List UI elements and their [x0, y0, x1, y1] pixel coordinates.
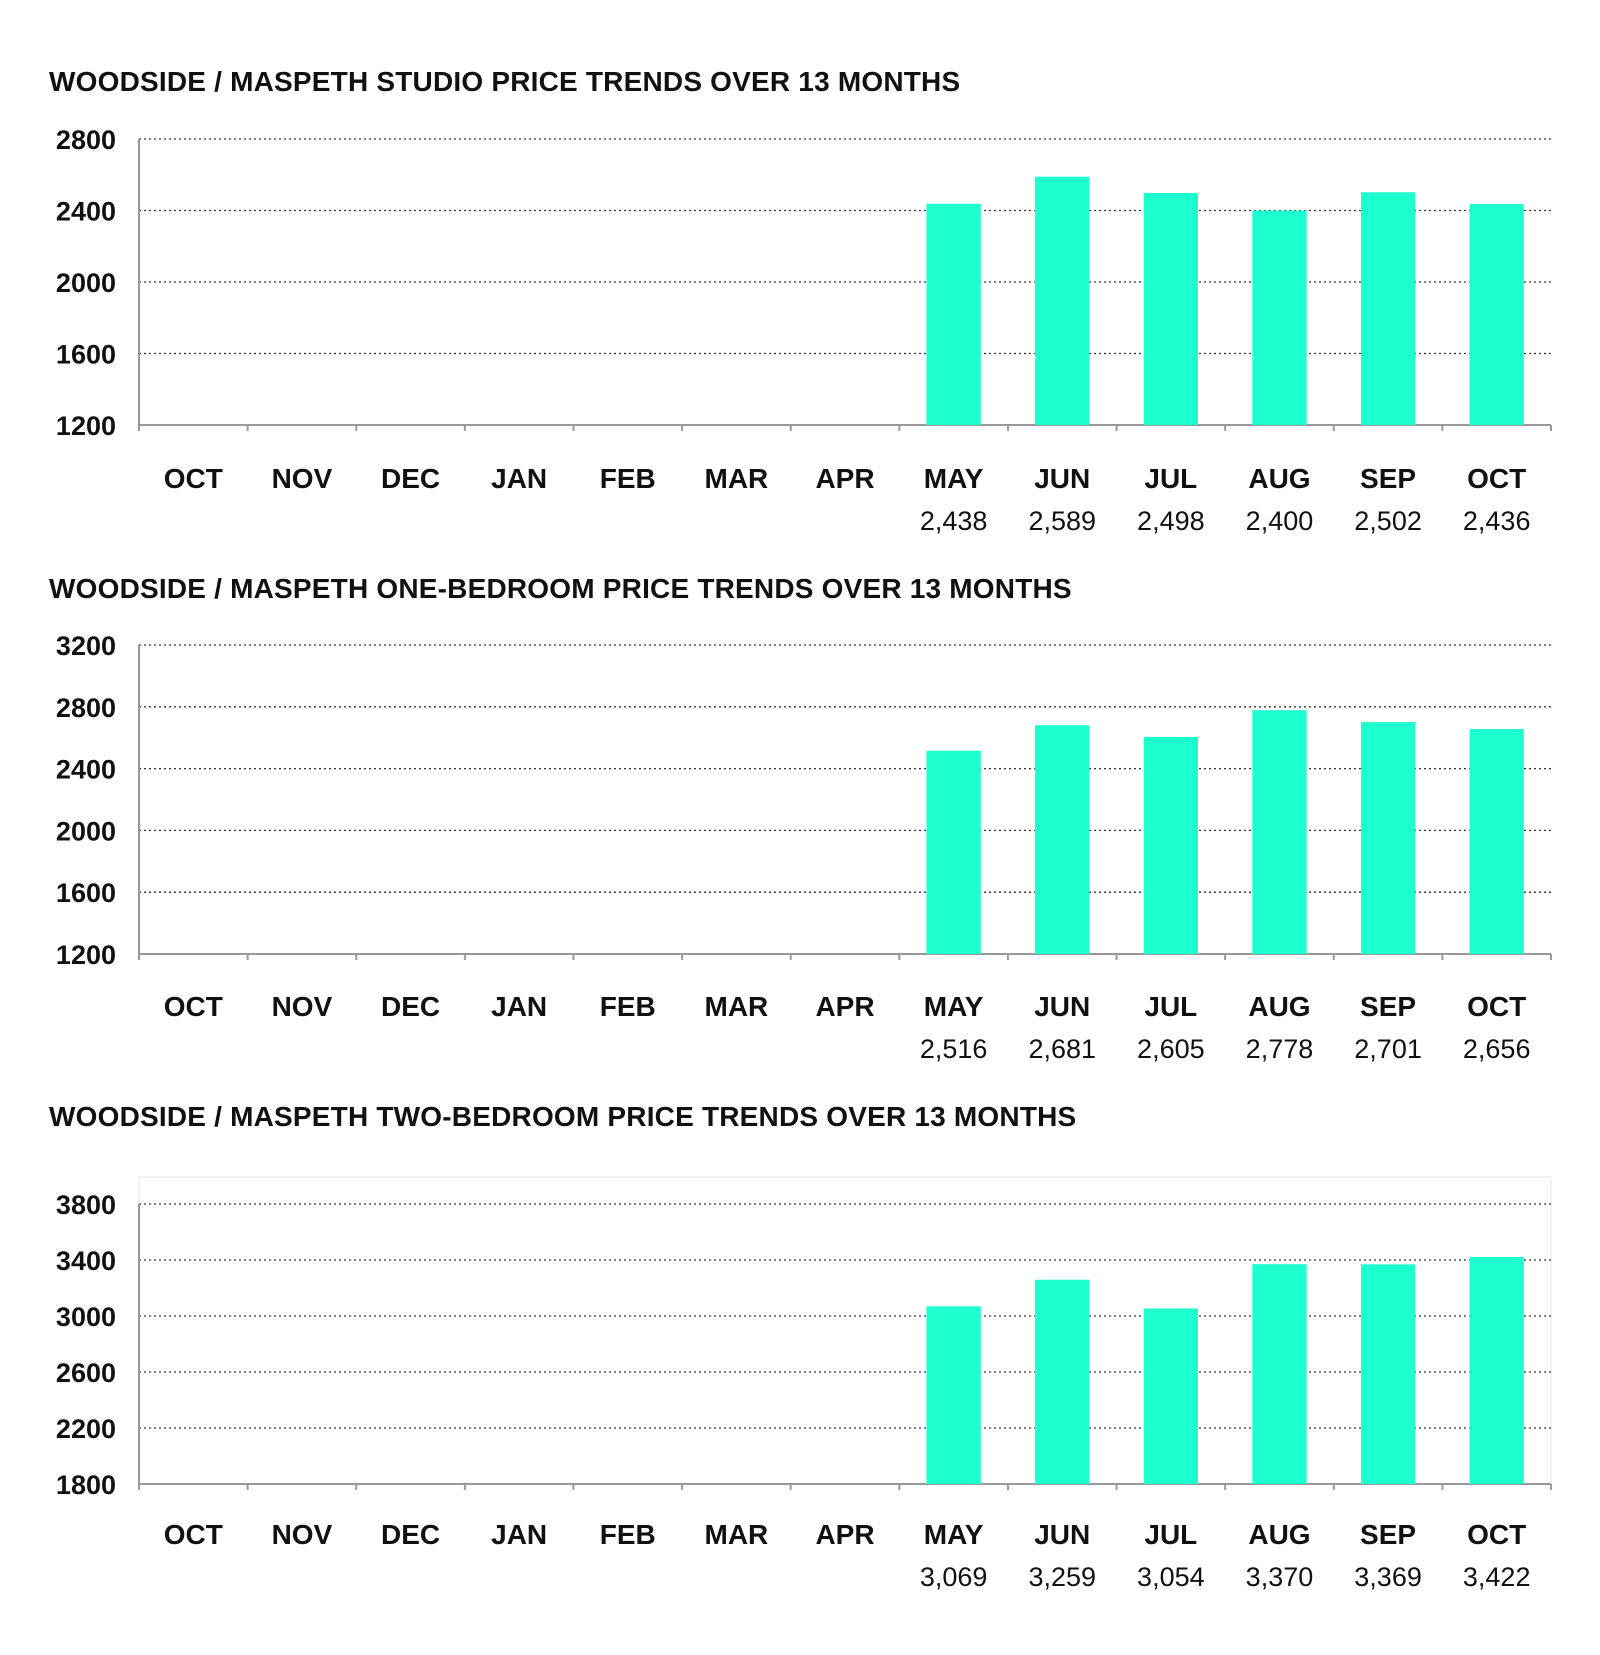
- two-bedroom-value-label: 3,069: [919, 1562, 988, 1592]
- one-bedroom-x-tick-label: AUG: [1248, 991, 1311, 1022]
- two-bedroom-x-tick-label: FEB: [599, 1519, 656, 1550]
- two-bedroom-x-tick-label: AUG: [1248, 1519, 1311, 1550]
- studio-x-tick-label: JAN: [491, 463, 548, 494]
- one-bedroom-chart-title: WOODSIDE / MASPETH ONE-BEDROOM PRICE TRENDS OVER 13 MONTHS: [49, 573, 1072, 604]
- studio-y-tick-label: 2400: [55, 196, 116, 227]
- studio-x-tick-label: JUN: [1034, 463, 1091, 494]
- two-bedroom-x-tick-label: JUN: [1034, 1519, 1091, 1550]
- two-bedroom-bar-may: [926, 1306, 980, 1484]
- two-bedroom-bar-aug: [1252, 1264, 1306, 1484]
- two-bedroom-value-label: 3,370: [1245, 1562, 1314, 1592]
- one-bedroom-x-tick-label: OCT: [163, 991, 223, 1022]
- two-bedroom-y-tick-label: 3400: [55, 1246, 116, 1276]
- studio-value-label: 2,498: [1137, 506, 1205, 536]
- two-bedroom-bar-oct: [1470, 1257, 1524, 1484]
- one-bedroom-x-tick-label: SEP: [1360, 991, 1417, 1022]
- two-bedroom-plot-frame: [139, 1177, 1551, 1484]
- two-bedroom-x-tick-label: APR: [815, 1519, 875, 1550]
- two-bedroom-bar-sep: [1361, 1264, 1415, 1484]
- one-bedroom-x-tick-label: JAN: [491, 991, 548, 1022]
- studio-x-tick-label: SEP: [1360, 463, 1417, 494]
- two-bedroom-value-label: 3,422: [1462, 1562, 1531, 1592]
- one-bedroom-value-label: 2,516: [919, 1034, 988, 1064]
- studio-y-tick-label: 2800: [55, 125, 116, 155]
- one-bedroom-y-tick-label: 2800: [55, 692, 116, 723]
- two-bedroom-x-tick-label: SEP: [1360, 1519, 1417, 1550]
- studio-x-tick-label: MAY: [923, 463, 984, 494]
- two-bedroom-x-tick-label: OCT: [163, 1519, 223, 1550]
- studio-value-label: 2,438: [919, 506, 988, 536]
- one-bedroom-value-label: 2,605: [1137, 1034, 1205, 1064]
- two-bedroom-x-tick-label: MAY: [923, 1519, 984, 1550]
- one-bedroom-x-tick-label: APR: [815, 991, 875, 1022]
- one-bedroom-x-tick-label: DEC: [380, 991, 441, 1022]
- studio-x-tick-label: DEC: [380, 463, 441, 494]
- two-bedroom-value-label: 3,369: [1354, 1562, 1422, 1592]
- one-bedroom-y-tick-label: 1600: [55, 878, 116, 909]
- one-bedroom-y-tick-label: 2000: [55, 816, 116, 847]
- studio-y-tick-label: 2000: [55, 268, 116, 298]
- one-bedroom-x-tick-label: JUN: [1034, 991, 1091, 1022]
- one-bedroom-y-tick-label: 1200: [55, 940, 116, 970]
- two-bedroom-chart-title: WOODSIDE / MASPETH TWO-BEDROOM PRICE TRENDS OVER 13 MONTHS: [49, 1101, 1077, 1132]
- studio-x-tick-label: JUL: [1144, 463, 1198, 494]
- studio-value-label: 2,502: [1354, 506, 1422, 536]
- two-bedroom-y-tick-label: 3000: [55, 1302, 116, 1332]
- one-bedroom-x-tick-label: JUL: [1144, 991, 1198, 1022]
- two-bedroom-value-label: 3,054: [1137, 1562, 1205, 1592]
- studio-value-label: 2,589: [1028, 506, 1097, 536]
- studio-x-tick-label: AUG: [1248, 463, 1311, 494]
- one-bedroom-y-tick-label: 2400: [55, 754, 116, 785]
- studio-x-tick-label: OCT: [163, 463, 223, 494]
- two-bedroom-x-tick-label: DEC: [380, 1519, 441, 1550]
- studio-chart-title: WOODSIDE / MASPETH STUDIO PRICE TRENDS OVER 13 MONTHS: [49, 66, 961, 97]
- two-bedroom-y-tick-label: 2200: [55, 1414, 116, 1444]
- one-bedroom-x-tick-label: NOV: [271, 991, 333, 1022]
- studio-y-tick-label: 1200: [55, 411, 116, 441]
- two-bedroom-bar-jul: [1144, 1308, 1198, 1484]
- one-bedroom-value-label: 2,656: [1462, 1034, 1531, 1064]
- two-bedroom-y-tick-label: 1800: [55, 1470, 116, 1500]
- two-bedroom-y-tick-label: 2600: [55, 1358, 116, 1388]
- one-bedroom-y-tick-label: 3200: [55, 631, 116, 661]
- two-bedroom-y-tick-label: 3800: [55, 1190, 116, 1220]
- two-bedroom-x-tick-label: MAR: [704, 1519, 769, 1550]
- studio-value-label: 2,436: [1462, 506, 1531, 536]
- one-bedroom-x-tick-label: OCT: [1467, 991, 1527, 1022]
- studio-x-tick-label: FEB: [599, 463, 656, 494]
- two-bedroom-bar-jun: [1035, 1280, 1089, 1484]
- one-bedroom-value-label: 2,681: [1028, 1034, 1097, 1064]
- studio-x-tick-label: MAR: [704, 463, 769, 494]
- one-bedroom-value-label: 2,701: [1354, 1034, 1422, 1064]
- two-bedroom-x-tick-label: JUL: [1144, 1519, 1198, 1550]
- two-bedroom-x-tick-label: NOV: [271, 1519, 333, 1550]
- one-bedroom-value-label: 2,778: [1245, 1034, 1314, 1064]
- one-bedroom-x-tick-label: FEB: [599, 991, 656, 1022]
- studio-y-tick-label: 1600: [55, 339, 116, 370]
- one-bedroom-x-tick-label: MAY: [923, 991, 984, 1022]
- studio-x-tick-label: OCT: [1467, 463, 1527, 494]
- two-bedroom-x-tick-label: OCT: [1467, 1519, 1527, 1550]
- studio-x-tick-label: APR: [815, 463, 875, 494]
- studio-value-label: 2,400: [1245, 506, 1314, 536]
- studio-x-tick-label: NOV: [271, 463, 333, 494]
- two-bedroom-x-tick-label: JAN: [491, 1519, 548, 1550]
- one-bedroom-x-tick-label: MAR: [704, 991, 769, 1022]
- two-bedroom-value-label: 3,259: [1028, 1562, 1097, 1592]
